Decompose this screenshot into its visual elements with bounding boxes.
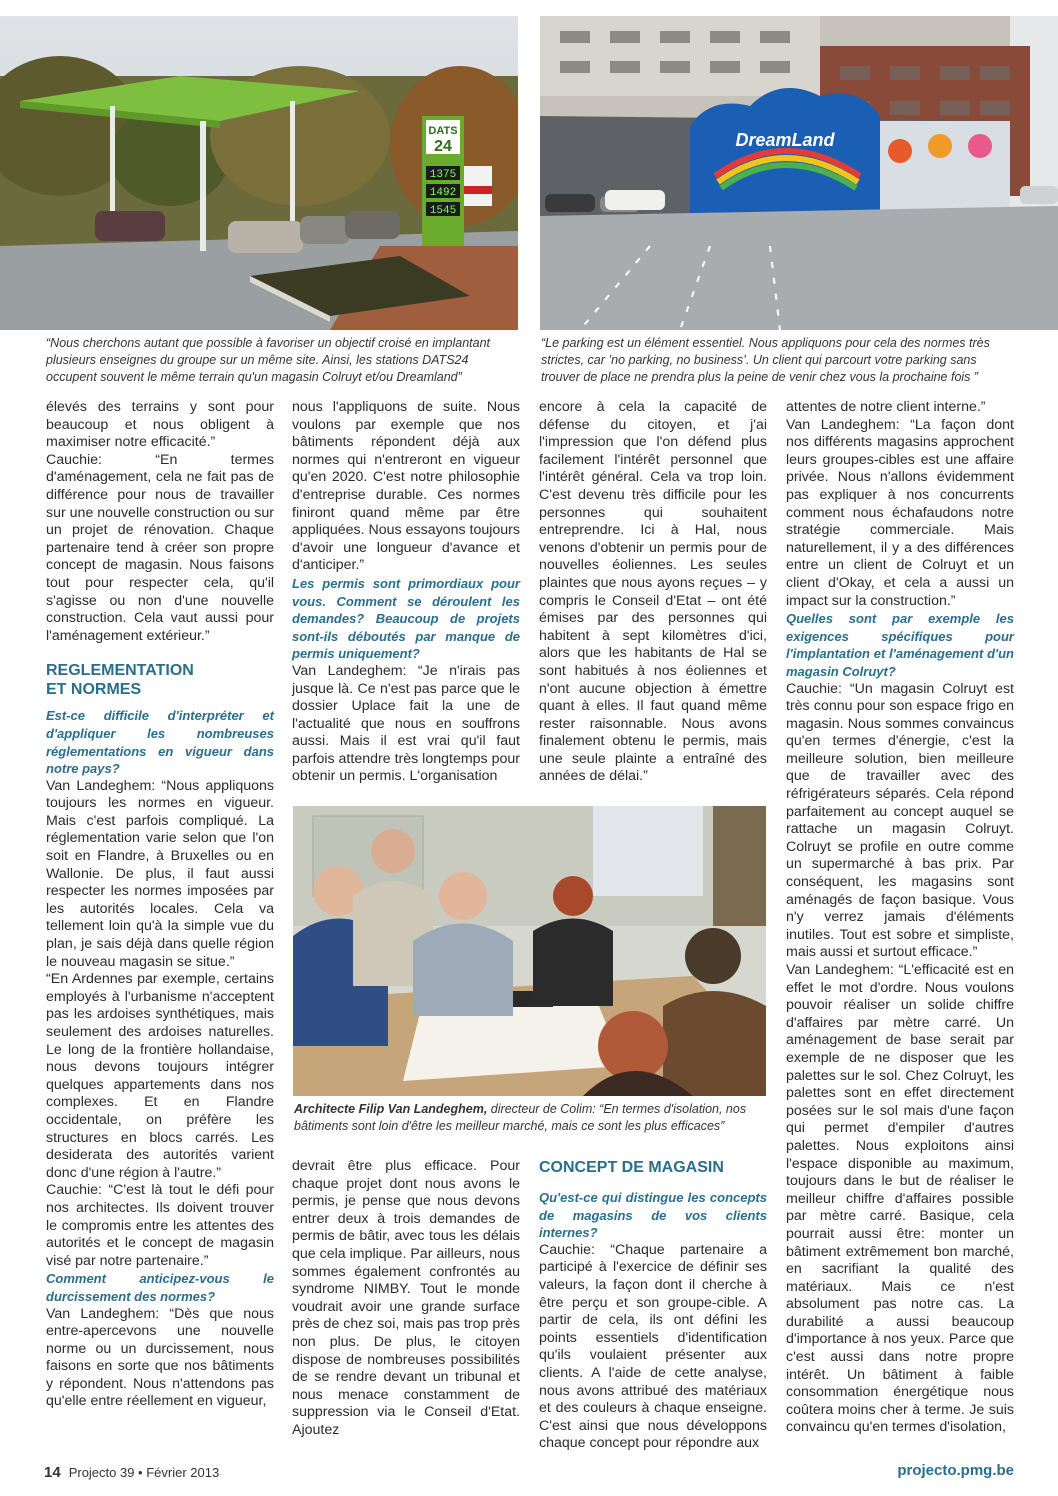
- col2-bottom-paragraph-1: devrait être plus efficace. Pour chaque projet dont nous avons le permis, je pense que nous devons entrer deux à trois demandes de permis de bâtir, avec tous les délais que cela implique. Par ailleurs, nous sommes également confrontés au syndrome NIMBY. Tout le monde voudrait avoir une grande surface près de chez soi, mais pas trop près non plus. De plus, le citoyen dispose de nombreuses possibilités de se rendre devant un tribunal et nous menace constamment de suppression via le Conseil d'Etat. Ajoutez: [292, 1158, 520, 1438]
- page-number: 14: [44, 1464, 61, 1481]
- col4-paragraph-3: Cauchie: “Un magasin Colruyt est très connu pour son espace frigo en magasin. Nous sommes convaincus qu'en termes d'énergie, c'est la meilleure solution, bien meilleure que de travailler avec des réfrigérateurs séparés. Cela répond parfaitement au concept auquel se rattache un magasin Colruyt. Colruyt se profile en outre comme un supermarché à bas prix. Par conséquent, les magasins sont aménagés de façon basique. Vous n'y verrez jamais d'éléments inutiles. Tout est sobre et simpliste, mais aussi et surtout efficace.”: [786, 680, 1014, 961]
- column-2-top: [292, 399, 520, 786]
- col1-paragraph-5: Cauchie: “C'est là tout le défi pour nos architectes. Ils doivent trouver le compromis entre les attentes des autorités et le concept de magasin visé par notre partenaire.”: [46, 1182, 274, 1269]
- issue-info: Projecto 39 • Février 2013: [68, 1465, 220, 1480]
- dats-price-1: 1375: [429, 169, 457, 181]
- caption-top-right: “Le parking est un élément essentiel. Nous appliquons pour cela des normes très strictes, car ’no parking, no business’. Un client qui parcourt votre parking sans trouver de place ne prendra plus la peine de venir chez vous la prochaine fois ”: [541, 336, 990, 384]
- col1-paragraph-6: Van Landeghem: “Dès que nous entre-apercevons une nouvelle norme ou un durcissement, nous faisons en sorte que nos bâtiments y répondent. Nous n'attendons pas qu'elle entre réellement en vigueur,: [46, 1305, 274, 1410]
- dats-sign-brand: DATS: [428, 125, 458, 137]
- photo-dreamland: [540, 16, 1058, 330]
- col1-question-2: Comment anticipez-vous le durcissement des normes?: [46, 1271, 274, 1304]
- col3-bottom-paragraph-1: Cauchie: “Chaque partenaire a participé à l'exercice de définir ses valeurs, la façon dont il cherche à être perçu et son groupe-cible. A partir de cela, ils ont défini les points essentiels d'identification qu'ils voulaient présenter aux clients. A l'aide de cette analyse, nous avons attribué des matériaux et des couleurs à chaque enseigne. C'est ainsi que nous développons chaque concept pour répondre aux: [539, 1241, 767, 1452]
- column-1: [46, 399, 274, 1411]
- caption-top-left: “Nous cherchons autant que possible à favoriser un objectif croisé en implantant plusieurs enseignes du groupe sur un même site. Ainsi, les stations DATS24 occupent souvent le même terrain qu'un magasin Colruyt et/ou Dreamland”: [46, 336, 491, 384]
- col2-paragraph-1: nous l'appliquons de suite. Nous voulons par exemple que nos bâtiments répondent déjà aux normes qui n'entreront en vigueur qu'en 2020. C'est notre philosophie d'entreprise durable. Ces normes finiront quand même par être appliquées. Nous essayons toujours d'avoir une longueur d'avance et d'anticiper.”: [292, 399, 520, 574]
- dats-price-3: 1545: [429, 205, 457, 217]
- col3-section-heading: CONCEPT DE MAGASIN: [539, 1159, 724, 1176]
- meeting-illustration: [293, 806, 766, 1096]
- caption-meeting-text: directeur de Colim: “En termes d'isolation, nos bâtiments sont loin d'être les meilleur marché, mais ce sont les plus efficaces”: [294, 1102, 747, 1133]
- col1-paragraph-4: “En Ardennes par exemple, certains employés à l'urbanisme n'acceptent pas les ardoises synthétiques, mais seulement des ardoises naturelles. Le long de la frontière hollandaise, nous devons toujours intégrer quelques appartements dans nos complexes. Et en Flandre occidentale, on préfère les structures en blocs carrés. Les desiderata des autorités varient donc d'une région à l'autre.”: [46, 971, 274, 1181]
- col4-paragraph-4: Van Landeghem: “L'efficacité est en effet le mot d'ordre. Nous voulons pouvoir réaliser un solide chiffre d'affaires par mètre carré. Un aménagement de base serait par exemple de ne disposer que les palettes sur le sol. Chez Colruyt, les palettes sont en effet directement posées sur le sol mais d'une façon qui permet d'empiler d'autres palettes. Nous exploitons ainsi l'espace disponible au maximum, toujours dans le but de réaliser le meilleur chiffre d'affaires possible par mètre carré. Basique, cela pourrait aussi être: monter un bâtiment extrêmement bon marché, en sacrifiant la qualité des matériaux. Mais ce n'est absolument pas notre cas. La durabilité a aussi beaucoup d'importance à nos yeux. Parce que c'est aussi dans notre propre intérêt. Un bâtiment à faible consommation énergétique nous coûtera moins cher à terme. Je suis convaincu qu'en termes d'isolation,: [786, 962, 1014, 1436]
- col1-paragraph-2: Cauchie: “En termes d'aménagement, cela ne fait pas de différence pour nous de travailler sur une nouvelle construction ou sur un projet de rénovation. Chaque partenaire tend à créer son propre concept de magasin. Nous faisons tout pour respecter cela, qu'il s'agisse ou non d'une nouvelle construction. Cela vaut aussi pour l'aménagement extérieur.”: [46, 451, 274, 644]
- col1-paragraph-3: Van Landeghem: “Nous appliquons toujours les normes en vigueur. Mais c'est parfois compliqué. La réglementation varie selon que l'on soit en Flandre, à Bruxelles ou en Wallonie. De plus, il faut aussi respecter les normes imposées par les autorités locales. Cela va tellement loin qu'à la simple vue du plan, je sais déjà dans quelle région le nouveau magasin se situe.”: [46, 777, 274, 970]
- col1-paragraph-1: élevés des terrains y sont pour beaucoup et nous obligent à maximiser notre efficacité.”: [46, 399, 274, 451]
- footer-left: [44, 1464, 219, 1481]
- col3-paragraph-1: encore à cela la capacité de défense du citoyen, et j'ai l'impression que l'on défend plus facilement l'intérêt personnel que l'intérêt général. Cela va trop loin. C'est devenu très difficile pour les personnes qui souhaitent entreprendre. Ici à Hal, nous venons d'obtenir un permis pour de nouvelles éoliennes. Les seules plaintes que nous ayons reçues – y compris le Conseil d'Etat – ont été émises par des personnes qui habitent à sept kilomètres d'ici, alors que les habitants de Hal se sont habitués à nos éoliennes et n'ont aucune objection à émettre quant à elles. Il faut quand même rester raisonnable. Nous avons finalement obtenu le permis, mais une seule plainte a entraîné des années de délai.”: [539, 399, 767, 785]
- dats-price-2: 1492: [429, 187, 457, 199]
- col4-paragraph-2: Van Landeghem: “La façon dont nos différents magasins approchent leurs groupes-cibles est une affaire privée. Nous n'allons évidemment pas expliquer à nos concurrents comment nous échafaudons notre stratégie commerciale. Mais naturellement, il y a des différences entre un client de Colruyt et un client d'Okay, et cela a aussi un impact sur la construction.”: [786, 416, 1014, 609]
- petrol-station-illustration: [0, 16, 518, 330]
- col4-paragraph-1: attentes de notre client interne.”: [786, 399, 986, 415]
- column-2-bottom: [292, 1158, 520, 1440]
- col1-section-heading: REGLEMENTATION ET NORMES: [46, 662, 194, 699]
- dats-sign-number: 24: [434, 138, 452, 155]
- column-3-bottom: [539, 1158, 767, 1453]
- caption-meeting: [294, 1101, 764, 1135]
- col4-question-1: Quelles sont par exemple les exigences spécifiques pour l'implantation et l'aménagement d'un magasin Colruyt?: [786, 611, 1014, 679]
- caption-meeting-name: Architecte Filip Van Landeghem,: [294, 1102, 488, 1116]
- column-4: [786, 399, 1014, 1437]
- col2-question-1: Les permis sont primordiaux pour vous. Comment se déroulent les demandes? Beaucoup de projets sont-ils déboutés par manque de permis uniquement?: [292, 575, 520, 662]
- col3-question-1: Qu'est-ce qui distingue les concepts de magasins de vos clients internes?: [539, 1190, 767, 1241]
- photo-petrol-station: [0, 16, 518, 330]
- col1-question-1: Est-ce difficile d'interpréter et d'appliquer les nombreuses réglementations en vigueur dans notre pays?: [46, 708, 274, 777]
- photo-meeting: [293, 806, 766, 1096]
- website-link[interactable]: projecto.pmg.be: [897, 1462, 1014, 1479]
- dreamland-illustration: [540, 16, 1058, 330]
- col2-paragraph-2: Van Landeghem: “Je n'irais pas jusque là. Ce n'est pas parce que le dossier Uplace fait la une de l'actualité que nous en souffrons aussi. Mais il est vrai qu'il faut parfois attendre très longtemps pour obtenir un permis. L'organisation: [292, 662, 520, 785]
- dreamland-logo: DreamLand: [735, 130, 835, 150]
- column-3-top: [539, 399, 767, 786]
